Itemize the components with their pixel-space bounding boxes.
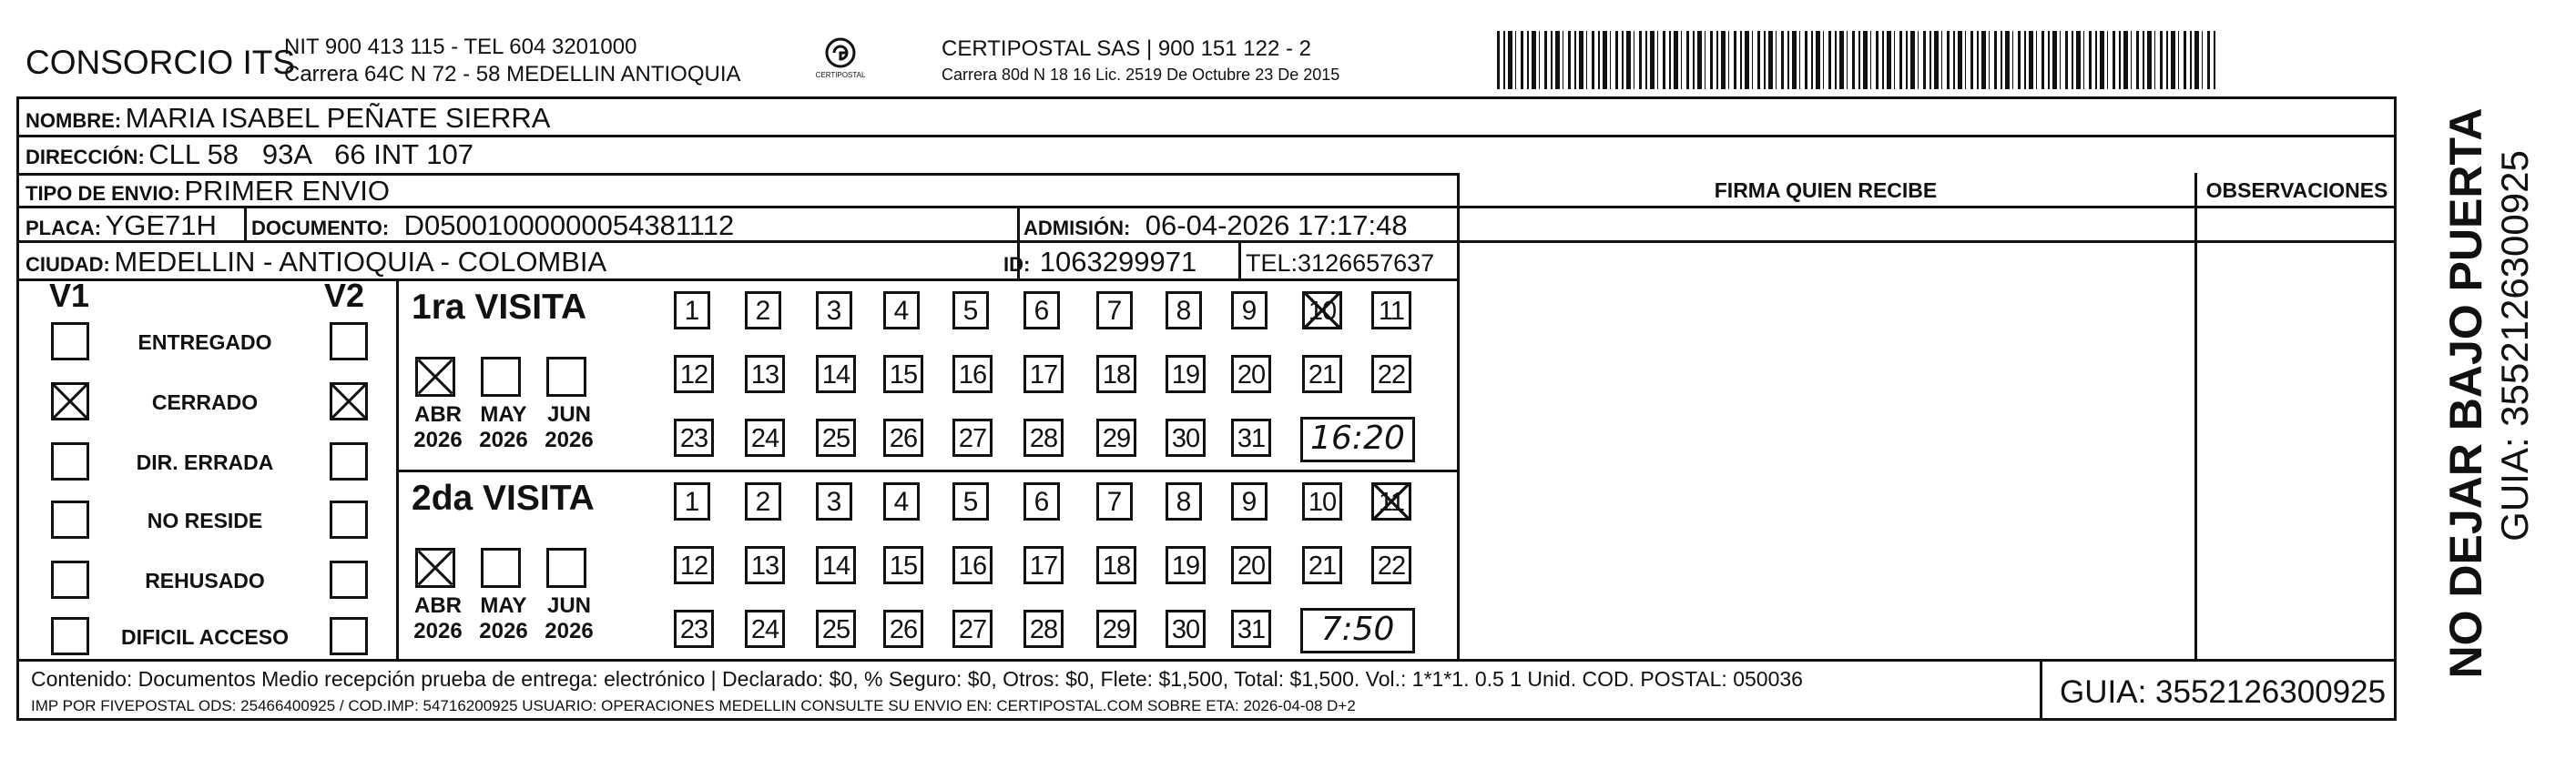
status-label: NO RESIDE [147, 509, 263, 532]
id-label: ID: [1003, 253, 1031, 276]
day-box[interactable]: 10 [1302, 482, 1342, 521]
year-label: 2026 [413, 619, 463, 643]
v2-checkbox[interactable] [330, 501, 368, 539]
day-box[interactable]: 14 [816, 355, 856, 393]
footer-line1: Contenido: Documentos Medio recepción prueba de entrega: electrónico | Declarado: $0, % Seguro: $0, Otros: $0, Flete: $1,500, Total: $1,500. Vol.: 1*1*1. 0.5 1 Unid. COD. POSTAL: 050036 [31, 667, 1803, 691]
day-box[interactable]: 7 [1096, 291, 1133, 329]
day-box[interactable]: 6 [1023, 291, 1060, 329]
tipo-value: PRIMER ENVIO [184, 175, 391, 207]
day-box[interactable]: 28 [1023, 419, 1064, 457]
tel-cell [1246, 249, 1434, 278]
status-label: DIFICIL ACCESO [120, 625, 289, 649]
day-box[interactable]: 29 [1096, 610, 1136, 648]
day-box[interactable]: 1 [674, 482, 710, 521]
day-box[interactable]: 16 [952, 355, 993, 393]
v2-checkbox[interactable] [330, 561, 368, 599]
documento-label: DOCUMENTO: [251, 217, 390, 239]
v2-checkbox[interactable] [330, 322, 368, 360]
year-label: 2026 [545, 619, 594, 643]
day-box[interactable]: 22 [1371, 355, 1411, 393]
day-box[interactable]: 2 [745, 291, 781, 329]
month-checkbox[interactable] [481, 357, 521, 397]
certipostal-line2: Carrera 80d N 18 16 Lic. 2519 De Octubre 23 De 2015 [942, 66, 1340, 84]
month-label: JUN [546, 402, 591, 427]
year-label: 2026 [413, 428, 463, 452]
placa-cell [25, 209, 217, 242]
tipo-label: TIPO DE ENVIO: [25, 182, 180, 205]
visit-title: 2da VISITA [412, 479, 595, 518]
firma-heading: FIRMA QUIEN RECIBE [1714, 178, 1938, 202]
v1-heading: V1 [49, 277, 90, 314]
documento-value: D05001000000054381112 [403, 209, 735, 241]
day-box[interactable]: 13 [745, 355, 785, 393]
month-checkbox[interactable] [415, 548, 455, 588]
day-box[interactable]: 19 [1166, 546, 1206, 584]
id-cell [1003, 246, 1196, 278]
placa-label: PLACA: [25, 217, 102, 239]
day-box[interactable]: 23 [674, 610, 714, 648]
day-box[interactable]: 18 [1096, 355, 1136, 393]
day-box[interactable]: 27 [952, 419, 993, 457]
certipostal-logo [812, 35, 869, 89]
day-box[interactable]: 31 [1231, 419, 1271, 457]
day-box[interactable]: 22 [1371, 546, 1411, 584]
year-label: 2026 [479, 619, 528, 643]
day-box[interactable]: 9 [1231, 291, 1268, 329]
day-box[interactable]: 17 [1023, 546, 1064, 584]
day-box[interactable]: 31 [1231, 610, 1271, 648]
status-label: REHUSADO [145, 569, 265, 592]
day-box[interactable]: 24 [745, 419, 785, 457]
observaciones-heading: OBSERVACIONES [2205, 178, 2388, 202]
day-box[interactable]: 28 [1023, 610, 1064, 648]
v2-heading: V2 [324, 277, 365, 314]
ciudad-value: MEDELLIN - ANTIOQUIA - COLOMBIA [114, 246, 607, 278]
day-box[interactable]: 4 [883, 482, 920, 521]
day-box[interactable]: 12 [674, 355, 714, 393]
company-address: Carrera 64C N 72 - 58 MEDELLIN ANTIOQUIA [284, 62, 741, 86]
side-guia: GUIA: 3552126300925 [2493, 150, 2536, 541]
day-box[interactable]: 9 [1231, 482, 1268, 521]
day-box[interactable]: 16 [952, 546, 993, 584]
tel-label: TEL: [1246, 249, 1298, 277]
day-box[interactable]: 10 [1302, 291, 1342, 329]
handwritten-time: 16:20 [1300, 417, 1415, 462]
day-box[interactable]: 18 [1096, 546, 1136, 584]
day-box[interactable]: 8 [1166, 482, 1202, 521]
ciudad-row [25, 246, 606, 278]
nombre-row [25, 102, 550, 135]
tipo-row [25, 175, 390, 207]
day-box[interactable]: 25 [816, 419, 856, 457]
status-label: ENTREGADO [137, 330, 272, 354]
footer-guia: GUIA: 3552126300925 [2060, 674, 2387, 710]
month-checkbox[interactable] [546, 548, 586, 588]
barcode [1497, 31, 2218, 89]
month-checkbox[interactable] [481, 548, 521, 588]
day-box[interactable]: 17 [1023, 355, 1064, 393]
day-box[interactable]: 30 [1166, 610, 1206, 648]
side-warning: NO DEJAR BAJO PUERTA [2440, 107, 2491, 679]
direccion-label: DIRECCIÓN: [25, 146, 145, 168]
certipostal-line1: CERTIPOSTAL SAS | 900 151 122 - 2 [942, 36, 1311, 61]
v2-checkbox[interactable] [330, 382, 368, 420]
month-label: ABR [414, 593, 462, 618]
ciudad-label: CIUDAD: [25, 253, 110, 276]
direccion-value: CLL 58 93A 66 INT 107 [148, 138, 473, 170]
month-label: MAY [480, 402, 527, 427]
day-box[interactable]: 23 [674, 419, 714, 457]
month-checkbox[interactable] [415, 357, 455, 397]
day-box[interactable]: 26 [883, 610, 923, 648]
handwritten-time: 7:50 [1300, 608, 1415, 653]
day-box[interactable]: 20 [1231, 546, 1271, 584]
day-box[interactable]: 26 [883, 419, 923, 457]
tel-value: 3126657637 [1298, 249, 1435, 277]
day-box[interactable]: 21 [1302, 355, 1342, 393]
logo-text: CERTIPOSTAL [815, 71, 866, 79]
admision-value: 06-04-2026 17:17:48 [1145, 209, 1408, 241]
day-box[interactable]: 4 [883, 291, 920, 329]
day-box[interactable]: 6 [1023, 482, 1060, 521]
day-box[interactable]: 27 [952, 610, 993, 648]
month-checkbox[interactable] [546, 357, 586, 397]
year-label: 2026 [479, 428, 528, 452]
month-label: ABR [414, 402, 462, 427]
day-box[interactable]: 12 [674, 546, 714, 584]
day-box[interactable]: 21 [1302, 546, 1342, 584]
day-box[interactable]: 20 [1231, 355, 1271, 393]
v2-checkbox[interactable] [330, 617, 368, 655]
day-box[interactable]: 3 [816, 291, 852, 329]
day-box[interactable]: 15 [883, 546, 923, 584]
placa-value: YGE71H [105, 209, 217, 241]
day-box[interactable]: 25 [816, 610, 856, 648]
v2-checkbox[interactable] [330, 442, 368, 481]
day-box[interactable]: 3 [816, 482, 852, 521]
day-box[interactable]: 14 [816, 546, 856, 584]
month-label: JUN [546, 593, 591, 618]
day-box[interactable]: 5 [952, 482, 989, 521]
id-value: 1063299971 [1039, 246, 1197, 278]
year-label: 2026 [545, 428, 594, 452]
direccion-row [25, 138, 473, 171]
company-name: CONSORCIO ITS [25, 44, 296, 81]
status-label: DIR. ERRADA [136, 450, 274, 474]
day-box[interactable]: 1 [674, 291, 710, 329]
day-box[interactable]: 30 [1166, 419, 1206, 457]
nombre-label: NOMBRE: [25, 109, 122, 132]
visit-title: 1ra VISITA [412, 288, 587, 327]
admision-label: ADMISIÓN: [1023, 217, 1131, 239]
day-box[interactable]: 7 [1096, 482, 1133, 521]
footer-line2: IMP POR FIVEPOSTAL ODS: 25466400925 / COD.IMP: 54716200925 USUARIO: OPERACIONES MEDELLIN CONSULTE SU ENVIO EN: CERTIPOSTAL.COM SOBRE ETA: 2026-04-08 D+2 [31, 697, 1356, 714]
status-label: CERRADO [151, 390, 259, 414]
day-box[interactable]: 5 [952, 291, 989, 329]
day-box[interactable]: 11 [1371, 291, 1411, 329]
admision-cell [1023, 209, 1408, 242]
documento-cell [251, 209, 734, 242]
day-box[interactable]: 24 [745, 610, 785, 648]
company-nit: NIT 900 413 115 - TEL 604 3201000 [284, 35, 637, 59]
day-box[interactable]: 2 [745, 482, 781, 521]
day-box[interactable]: 13 [745, 546, 785, 584]
day-box[interactable]: 11 [1371, 482, 1411, 521]
day-box[interactable]: 8 [1166, 291, 1202, 329]
month-label: MAY [480, 593, 527, 618]
day-box[interactable]: 29 [1096, 419, 1136, 457]
day-box[interactable]: 15 [883, 355, 923, 393]
day-box[interactable]: 19 [1166, 355, 1206, 393]
nombre-value: MARIA ISABEL PEÑATE SIERRA [125, 102, 551, 134]
